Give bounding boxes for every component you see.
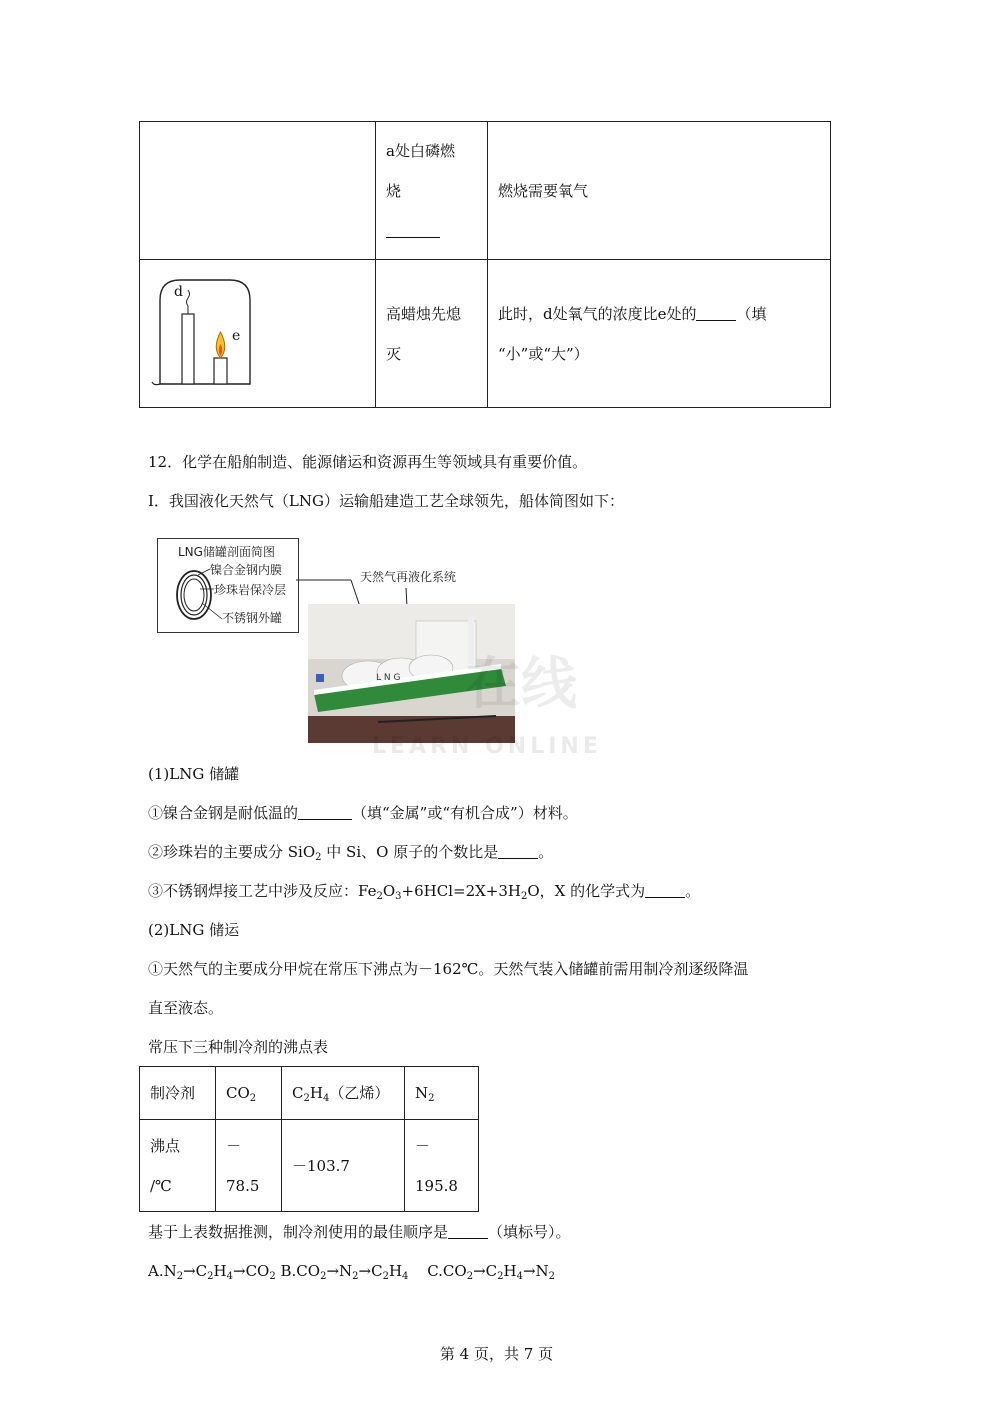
inset-title: LNG储罐剖面简图	[178, 545, 275, 559]
conclusion-text: 燃烧需要氧气	[498, 181, 589, 200]
cell-text: －	[415, 1136, 431, 1155]
conclusion-text: （填	[736, 304, 767, 323]
question-2-1-line2: 直至液态。	[148, 999, 224, 1017]
subscript: 2	[249, 1093, 257, 1104]
conclusion-cell	[488, 122, 831, 260]
question-text: O，X 的化学式为	[527, 882, 646, 900]
data-cell	[405, 1120, 479, 1212]
question-text: （填标号）。	[488, 1223, 571, 1241]
observation-text: a处白磷燃	[386, 141, 455, 160]
observation-text: 高蜡烛先熄	[386, 304, 462, 323]
subscript: 2	[303, 1093, 310, 1104]
question-1-1	[148, 803, 578, 823]
table-data-row	[140, 1120, 479, 1212]
leader-lines	[196, 565, 226, 627]
table-header-row	[140, 1067, 479, 1120]
subscript: 2	[315, 852, 322, 863]
subscript: 2	[428, 1093, 435, 1104]
cell-text: N	[415, 1084, 429, 1102]
question-text: +6HCl=2X+3H	[401, 882, 521, 900]
question-2-1-line1: ①天然气的主要成分甲烷在常压下沸点为－162℃。天然气装入储罐前需用制冷剂逐级降温	[148, 960, 749, 978]
subsection-2-heading: (2)LNG 储运	[148, 921, 240, 939]
answer-blank[interactable]	[696, 306, 736, 321]
lng-tank-section-inset	[157, 538, 299, 633]
cell-text: －	[226, 1136, 242, 1155]
header-cell	[405, 1067, 479, 1120]
experiment-row-1	[140, 122, 831, 260]
layer-label-middle: 珍珠岩保冷层	[214, 583, 287, 597]
answer-options	[148, 1261, 555, 1281]
question-text: 。	[685, 882, 701, 900]
data-cell: －103.7	[282, 1120, 405, 1212]
question-1-2	[148, 842, 553, 862]
answer-blank[interactable]	[448, 1224, 488, 1239]
question-12-intro: 12．化学在船舶制造、能源储运和资源再生等领域具有重要价值。	[148, 453, 588, 471]
question-text: ②珍珠岩的主要成分 SiO	[148, 843, 316, 861]
cell-text: H	[309, 1084, 323, 1102]
subscript: 3	[395, 891, 402, 902]
question-text: ③不锈钢焊接工艺中涉及反应：Fe	[148, 882, 377, 900]
data-cell	[216, 1120, 282, 1212]
inference-question	[148, 1222, 571, 1242]
answer-blank[interactable]	[298, 805, 352, 820]
question-text: 。	[538, 843, 554, 861]
table-caption: 常压下三种制冷剂的沸点表	[148, 1038, 329, 1056]
observation-text: 烧	[386, 181, 402, 200]
answer-blank[interactable]	[498, 844, 538, 859]
question-text: O	[382, 882, 396, 900]
question-text: ①镍合金钢是耐低温的	[148, 804, 299, 822]
ship-lng-text: L N G	[376, 673, 401, 683]
candle-beaker-diagram	[140, 260, 375, 403]
answer-blank[interactable]	[386, 223, 440, 238]
observation-cell	[376, 260, 488, 408]
label-e: e	[232, 328, 241, 344]
cell-text: 78.5	[226, 1176, 260, 1195]
conclusion-cell	[488, 260, 831, 408]
reliquefaction-system-label: 天然气再液化系统	[360, 570, 457, 584]
subscript: 2	[520, 891, 528, 902]
question-text: （填“金属”或“有机合成”）材料。	[352, 804, 578, 822]
header-cell: 制冷剂	[140, 1067, 216, 1120]
label-d: d	[174, 284, 183, 300]
subscript: 2	[376, 891, 383, 902]
experiment-row-2	[140, 260, 831, 408]
subscript: 4	[322, 1093, 330, 1104]
header-cell	[282, 1067, 405, 1120]
experiment-figure-cell-empty	[140, 122, 376, 260]
observation-cell	[376, 122, 488, 260]
subsection-1-heading: (1)LNG 储罐	[148, 765, 240, 783]
question-text: 基于上表数据推测，制冷剂使用的最佳顺序是	[148, 1223, 449, 1241]
page-footer: 第 4 页，共 7 页	[439, 1345, 554, 1363]
cell-text: 195.8	[415, 1176, 458, 1195]
question-12-part1: I．我国液化天然气（LNG）运输船建造工艺全球领先，船体简图如下：	[148, 492, 624, 510]
option-a[interactable]: $A.N_2\to C_2H_4\to CO_2$	[148, 1262, 276, 1282]
question-1-3	[148, 881, 700, 901]
candle-diagram-cell	[140, 260, 376, 408]
question-text: 中 Si、O 原子的个数比是	[321, 843, 499, 861]
cell-text: （乙烯）	[329, 1084, 390, 1102]
layer-label-outer: 不锈钢外罐	[222, 611, 283, 625]
boiling-point-table	[139, 1066, 479, 1212]
option-b[interactable]: $B.CO_2\to N_2\to C_2H_4$	[280, 1262, 409, 1282]
cell-text: 沸点	[150, 1136, 181, 1155]
option-c[interactable]: $C.CO_2\to C_2H_4\to N_2$	[427, 1262, 556, 1282]
data-cell	[140, 1120, 216, 1212]
conclusion-text: 此时，d处氧气的浓度比e处的	[498, 304, 697, 323]
watermark-text: 在线	[465, 652, 577, 717]
experiment-table	[139, 121, 831, 408]
observation-text: 灭	[386, 344, 402, 363]
cell-text: C	[292, 1084, 304, 1102]
header-cell	[216, 1067, 282, 1120]
answer-blank[interactable]	[645, 883, 685, 898]
watermark-subtext: LEARN ONLINE	[372, 734, 602, 759]
cell-text: CO	[226, 1084, 250, 1102]
conclusion-text: “小”或“大”）	[498, 344, 589, 363]
layer-label-inner: 镍合金钢内膜	[210, 563, 283, 577]
cell-text: /℃	[150, 1176, 172, 1195]
